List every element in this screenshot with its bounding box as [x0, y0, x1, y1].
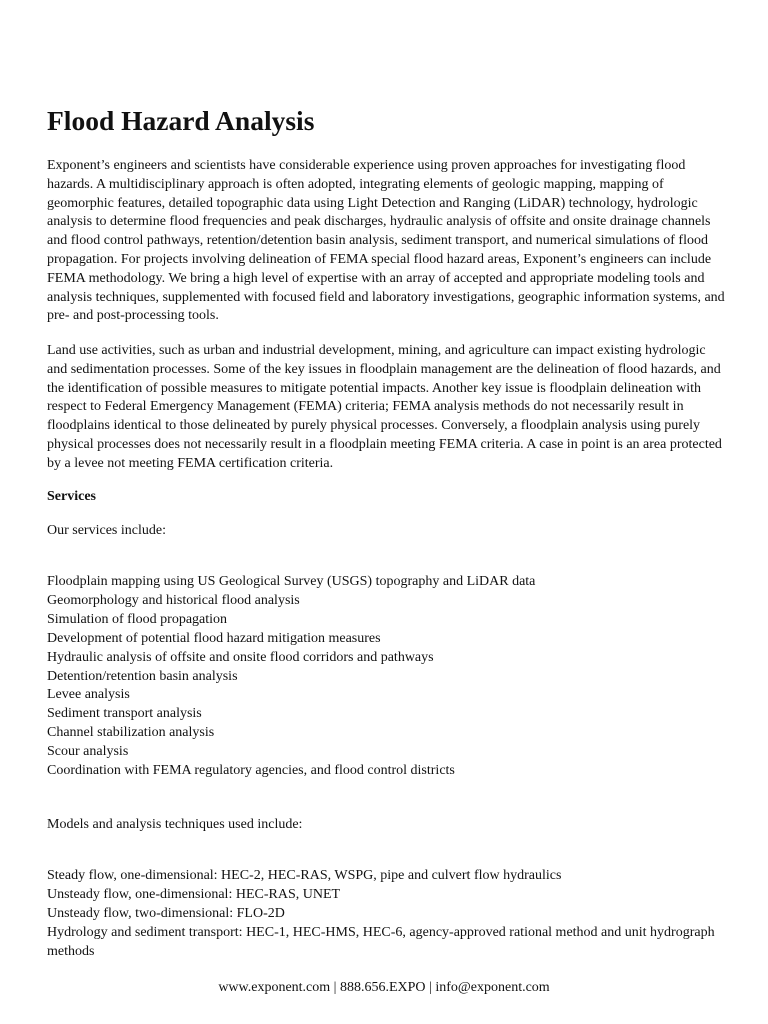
- service-item: Development of potential flood hazard mitigation measures: [47, 630, 381, 646]
- service-item: Floodplain mapping using US Geological Survey (USGS) topography and LiDAR data: [47, 574, 536, 589]
- service-item: Coordination with FEMA regulatory agencies, and flood control districts: [47, 763, 455, 779]
- model-item: Hydrology and sediment transport: HEC-1, HEC-HMS, HEC-6, agency-approved rational method and unit hydrograph methods: [47, 924, 715, 959]
- service-item: Scour analysis: [47, 744, 129, 760]
- model-item: Unsteady flow, two-dimensional: FLO-2D: [47, 905, 285, 921]
- models-list: [47, 867, 727, 962]
- service-item: Hydraulic analysis of offsite and onsite flood corridors and pathways: [47, 649, 434, 665]
- models-intro: Models and analysis techniques used include:: [47, 817, 303, 832]
- model-item: Steady flow, one-dimensional: HEC-2, HEC-RAS, WSPG, pipe and culvert flow hydraulics: [47, 868, 562, 883]
- page-footer: www.exponent.com | 888.656.EXPO | info@exponent.com: [218, 980, 550, 995]
- service-item: Geomorphology and historical flood analysis: [47, 592, 300, 608]
- land-use-paragraph: Land use activities, such as urban and industrial development, mining, and agriculture can impact existing hydrologic and sedimentation processes. Some of the key issues in floodplain management are the delineation of flood hazards, and the identification of possible measures to mitigate potential impacts. Another key issue is floodplain delineation with respect to Federal Emergency Management (FEMA) criteria; FEMA analysis methods do not necessarily result in floodplains identical to those delineated by purely physical processes. Conversely, a floodplain analysis using purely physical processes does not necessarily result in a floodplain meeting FEMA criteria. A case in point is an area protected by a levee not meeting FEMA certification criteria.: [47, 343, 722, 471]
- services-intro: Our services include:: [47, 523, 166, 538]
- model-item: Unsteady flow, one-dimensional: HEC-RAS, UNET: [47, 886, 341, 902]
- service-item: Simulation of flood propagation: [47, 611, 228, 627]
- service-item: Levee analysis: [47, 687, 130, 703]
- service-item: Detention/retention basin analysis: [47, 668, 238, 684]
- page-title: Flood Hazard Analysis: [47, 105, 315, 136]
- services-list: [47, 573, 727, 781]
- intro-paragraph: Exponent’s engineers and scientists have considerable experience using proven approaches for investigating flood hazards. A multidisciplinary approach is often adopted, integrating elements of geologic mapping, mapping of geomorphic features, detailed topographic data using Light Detection and Ranging (LiDAR) technology, hydrologic analysis to determine flood frequencies and peak discharges, hydraulic analysis of offsite and onsite drainage channels and flood control pathways, retention/detention basin analysis, sediment transport, and numerical simulations of flood propagation. For projects involving delineation of FEMA special flood hazard areas, Exponent’s engineers can include FEMA methodology. We bring a high level of expertise with an array of accepted and appropriate modeling tools and analysis techniques, supplemented with focused field and laboratory investigations, geographic information systems, and pre- and post-processing tools.: [47, 158, 725, 324]
- service-item: Channel stabilization analysis: [47, 725, 215, 741]
- services-heading: Services: [47, 489, 96, 504]
- service-item: Sediment transport analysis: [47, 706, 202, 722]
